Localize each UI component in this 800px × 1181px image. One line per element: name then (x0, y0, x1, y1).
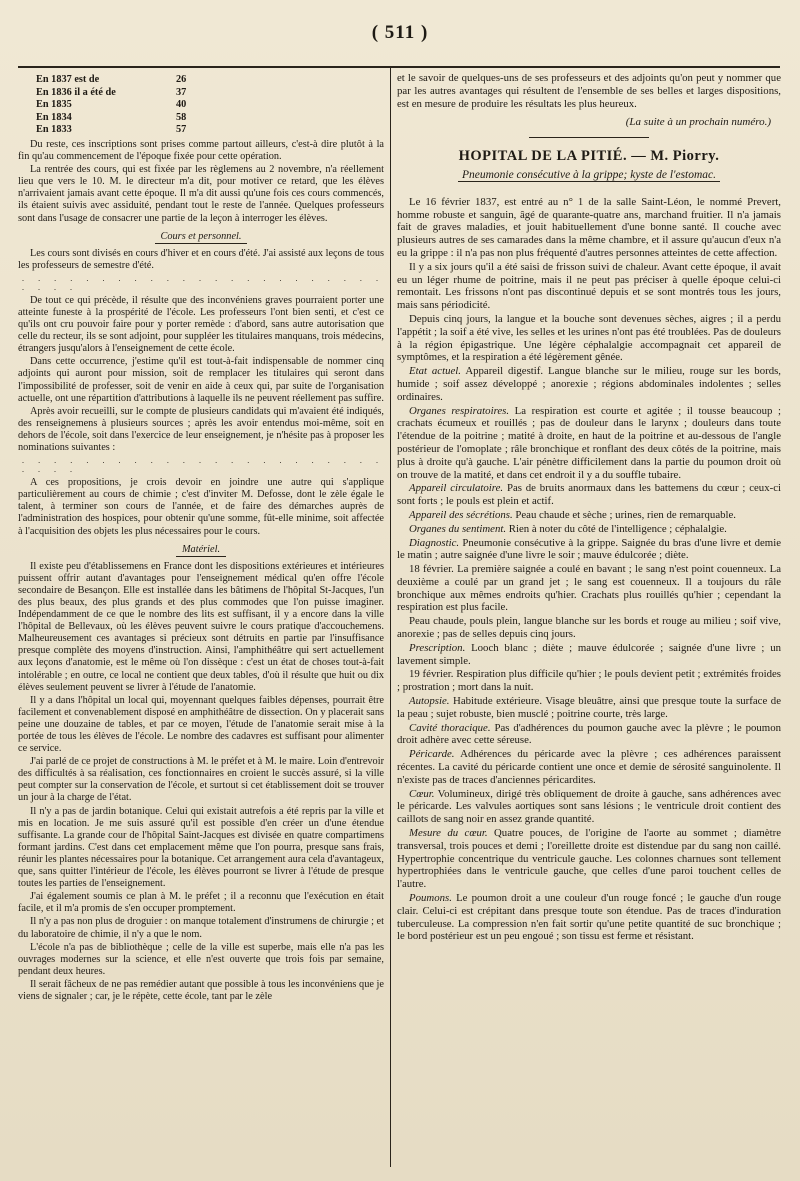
paragraph (397, 695, 781, 721)
inline-label: Diagnostic. (409, 536, 460, 549)
paragraph (397, 788, 781, 826)
section-heading-text: Matériel. (176, 544, 226, 557)
header-rule (18, 66, 780, 68)
paragraph-text: Adhérences du péricarde avec la plèvre ; ces adhérences paraissent récentes. La cavité du péricarde contient une once et demie de sérosité sanguinolente. Il n'existe pas de traces d'anciennes péricardites. (397, 748, 781, 786)
paragraph (397, 523, 781, 536)
stat-label: En 1833 (36, 124, 72, 136)
section-heading-cours (18, 231, 384, 244)
paragraph-text: Habitude extérieure. Visage bleuâtre, ainsi que presque toute la surface de la peau ; sujet robuste, bien musclé ; poitrine courte, très large. (397, 695, 781, 720)
stat-label: En 1834 (36, 111, 72, 123)
paragraph: Il n'y a pas non plus de droguier : on manque totalement d'instrumens de chirurgie ; et du laboratoire de chimie, il n'y a que le nom. (18, 916, 384, 940)
ellipsis-row: . . . . . . . . . . . . . . . . . . . . . . . . . . . (22, 456, 384, 475)
stat-row (36, 74, 384, 87)
paragraph-text: Pas d'adhérences du poumon gauche avec la plèvre ; le poumon droit adhère avec cette séreuse. (397, 721, 781, 747)
enrollment-stats (36, 74, 384, 137)
paragraph: Du reste, ces inscriptions sont prises comme partout ailleurs, c'est-à dire plutôt à la fin qu'au commencement de l'époque fixée pour cette opération. (18, 138, 384, 163)
stat-row (36, 99, 384, 112)
stat-value: 37 (176, 86, 187, 98)
stat-row (36, 124, 384, 137)
inline-label: Poumons. (409, 892, 452, 905)
paragraph-text: Pneumonie consécutive à la grippe. Saignée du bras d'une livre et demie le matin ; autre saignée d'une livre le soir ; mauve édulcorée ; diète. (397, 536, 781, 562)
paragraph: Il y a six jours qu'il a été saisi de frisson suivi de chaleur. Avant cette époque, il avait eu un léger rhume de poitrine, mais il ne peut pas préciser à quelle époque celui-ci remontait. Les frissons n'ont pas discontinué depuis et se sont montrés tous les jours, mais sans périodicité. (397, 260, 781, 312)
stat-value: 57 (176, 124, 187, 136)
paragraph-text: Le poumon droit a une couleur d'un rouge foncé ; le gauche d'un rouge clair. Celui-ci est crépitant dans presque toute son étendue. Pas de traces d'induration tuberculeuse. La compression n'en fait sortir qu'une petite quantité de suc bronchique ; le bord postérieur est un peu engoué ; son tissu est ferme et résistant. (397, 892, 781, 943)
paragraph (397, 405, 781, 482)
inline-label: Etat actuel. (409, 365, 461, 378)
paragraph: Les cours sont divisés en cours d'hiver et en cours d'été. J'ai assisté aux leçons de tous les professeurs de semestre d'été. (18, 247, 384, 271)
article-title: HOPITAL DE LA PITIÉ. — M. Piorry. (458, 148, 720, 165)
paragraph (397, 722, 781, 748)
inline-label: Péricarde. (409, 748, 455, 761)
left-column (18, 72, 384, 1167)
section-heading-materiel (18, 544, 384, 557)
paragraph-text: La respiration est courte et agitée ; il tousse beaucoup ; crachats écumeux et rouillés ; pas de douleur dans le larynx ; douleurs dans toute l'étendue de la poitrine ; matité à droite, en haut de la poitrine et au-dessous de l'angle postérieur de l'omoplate ; râle bronchique et ronflant des deux côtés de la poitrine, mais plus à droite qu'à gauche. L'air pénètre difficilement dans la partie du poumon droit où on trouve de la matité, et dans cet endroit il y a du souffle tubaire. (397, 404, 781, 481)
paragraph (397, 642, 781, 668)
paragraph (397, 892, 781, 943)
section-heading-text: Cours et personnel. (155, 231, 248, 244)
stat-label: En 1836 il a été de (36, 86, 116, 98)
paragraph: J'ai parlé de ce projet de constructions à M. le préfet et à M. le maire. Loin d'entrevoir des difficultés à sa réalisation, ces fonctionnaires en croient le succès assuré, si la ville peut compter sur la conservation de l'école, et surtout si cet établissement doit se trouver un jour à la charge de l'état. (18, 756, 384, 804)
stat-row (36, 87, 384, 100)
paragraph-text: Rien à noter du côté de l'intelligence ; céphalalgie. (508, 522, 727, 535)
inline-label: Mesure du cœur. (409, 827, 488, 840)
paragraph: Depuis cinq jours, la langue et la bouche sont devenues sèches, aigres ; il a perdu l'appétit ; la soif a été vive, les selles et les urines n'ont pas été troublées. Pas de douleurs à la région épigastrique. Une légère céphalalgie accompagnait cet appareil de symptômes, et la respiration a été légèrement gênée. (397, 312, 781, 364)
paragraph-text: Peau chaude et sèche ; urines, rien de remarquable. (515, 508, 736, 521)
stat-row (36, 112, 384, 125)
inline-label: Autopsie. (409, 695, 450, 708)
paragraph: Peau chaude, pouls plein, langue blanche sur les bords et rouge au milieu ; soif vive, anorexie ; pas de selles depuis cinq jours. (397, 615, 781, 641)
paragraph: 18 février. La première saignée a coulé en bavant ; le sang n'est point couenneux. La deuxième a coulé par un grand jet ; le sang est couenneux. Il a toujours du râle bronchique aux mêmes endroits qu'hier. Crachats plus rouillés qu'hier ; cependant la respiration est plus facile. (397, 563, 781, 614)
stat-value: 58 (176, 111, 187, 123)
paragraph-text: Looch blanc ; diète ; mauve édulcorée ; saignée d'une livre ; un lavement simple. (397, 641, 781, 667)
stat-value: 26 (176, 74, 187, 85)
article-subtitle (397, 169, 781, 182)
paragraph (397, 509, 781, 522)
stat-value: 40 (176, 99, 187, 111)
paragraph: L'école n'a pas de bibliothèque ; celle de la ville est superbe, mais elle n'a pas les ouvrages modernes sur la science, et elle n'est ouverte que trois fois par semaine, pendant deux heures. (18, 941, 384, 977)
paragraph (397, 365, 781, 403)
ellipsis-row: . . . . . . . . . . . . . . . . . . . . . . . . . . . (22, 273, 384, 292)
paragraph: et le savoir de quelques-uns de ses professeurs et des adjoints qu'on peut y nommer que par les autres avantages qui résultent de l'ensemble de ses belles et larges dispositions, est en mesure de produire les résultats les plus heureux. (397, 72, 781, 110)
inline-label: Appareil des sécrétions. (409, 508, 513, 521)
paragraph: Il serait fâcheux de ne pas remédier autant que possible à tous les inconvéniens que je viens de signaler ; car, je le répète, cette école, tant par le zèle (18, 978, 384, 1002)
article-subtitle-text: Pneumonie consécutive à la grippe; kyste de l'estomac. (458, 169, 720, 182)
paragraph-text: Appareil digestif. Langue blanche sur le milieu, rouge sur les bords, humide ; soif assez développé ; anorexie ; régions abdominales indolentes ; selles ordinaires. (397, 365, 781, 403)
stat-label: En 1835 (36, 99, 72, 111)
stat-label: En 1837 est de (36, 74, 100, 85)
column-divider (390, 68, 391, 1167)
paragraph: Il y a dans l'hôpital un local qui, moyennant quelques faibles dépenses, pourrait être facilement et convenablement disposé en amphithéâtre de dissection. On y placerait sans peine une douzaine de tables, et par ce moyen, l'étude de l'anatomie serait mise à la portée de tous les élèves de l'école. Le nombre des cadavres est suffisant pour alimenter ce service. (18, 694, 384, 755)
paragraph: Il existe peu d'établissemens en France dont les dispositions extérieures et intérieures puissent offrir autant d'avantages pour l'enseignement médical qu'en offre l'école secondaire de Besançon. Elle est installée dans les bâtimens de l'hôpital St-Jacques, l'un des plus beaux, des plus grands et des plus commodes que l'on puisse imaginer. Indépendamment de ce que le nombre des lits est suffisant, il y a encore dans la ville l'hôpital de Bellevaux, où les élèves peuvent suivre le cours pratique d'accouchemens. Malheureusement ces avantages si précieux sont détruits en partie par l'insuffisance presque complète des moyens d'instruction. Ainsi, l'amphithéâtre qui sert actuellement aux leçons d'anatomie, est le même où l'on dissèque : c'est un état de choses tout-à-fait intolérable ; en outre, ce local ne contient que deux tables, d'où il résulte que huit ou dix élèves seulement peuvent se livrer à l'étude de l'anatomie. (18, 560, 384, 693)
paragraph (397, 827, 781, 891)
inline-label: Appareil circulatoire. (409, 482, 504, 495)
right-column (397, 72, 781, 1167)
inline-label: Organes respiratoires. (409, 404, 510, 417)
paragraph: Après avoir recueilli, sur le compte de plusieurs candidats qui m'avaient été indiqués, des renseignemens à plusieurs sources ; après les avoir entendus moi-même, soit en dehors de l'école, soit dans l'exercice de leur enseignement, je n'hésite pas à proposer les nominations suivantes : (18, 405, 384, 454)
paragraph: Le 16 février 1837, est entré au n° 1 de la salle Saint-Léon, le nommé Prevert, homme robuste et sanguin, âgé de quarante-quatre ans, marchand fruitier. Il n'a jamais fait de graves maladies, et jouit habituellement d'une bonne santé. Il couche avec plusieurs autres de ses camarades dans la même chambre, et il assure qu'aucun d'eux n'a eu la grippe : il n'a pas non plus fréquenté d'autres personnes atteintes de cette affection. (397, 195, 781, 259)
page-number: ( 511 ) (371, 22, 429, 43)
paragraph-text: Quatre pouces, de l'origine de l'aorte au sommet ; diamètre transversal, trois pouces et demi ; l'oreillette droite est distendue par du sang non caillé. Hypertrophie concentrique du ventricule gauche. Les colonnes charnues sont tellement hypertrophiées dans le ventricule gauche, que celles d'une paroi touchent celles de l'autre. (397, 827, 781, 891)
paragraph: 19 février. Respiration plus difficile qu'hier ; le pouls devient petit ; extrémités froides ; prostration ; mort dans la nuit. (397, 668, 781, 694)
inline-label: Organes du sentiment. (409, 522, 507, 535)
paragraph: De tout ce qui précède, il résulte que des inconvéniens graves pourraient porter une atteinte funeste à la prospérité de l'école. Les professeurs l'ont bien senti, et c'est ce qu'ils ont cru pouvoir faire pour y porter remède : d'abord, sans autre autorisation que celle du recteur, ils se sont adjoint, pour suppléer les titulaires manquans, trois médecins, étrangers jusqu'alors à l'enseignement de cette école. (18, 294, 384, 355)
paragraph-text: Pas de bruits anormaux dans les battemens du cœur ; ceux-ci sont forts ; le pouls est plein et actif. (397, 482, 781, 508)
to-be-continued: (La suite à un prochain numéro.) (625, 116, 771, 129)
section-rule (529, 137, 649, 138)
paragraph (397, 482, 781, 508)
paragraph: J'ai également soumis ce plan à M. le préfet ; il a reconnu que l'exécution en était facile, et il m'a promis de s'en occuper promptement. (18, 891, 384, 915)
inline-label: Cœur. (409, 787, 435, 800)
inline-label: Prescription. (409, 641, 466, 654)
paragraph-text: Volumineux, dirigé très obliquement de droite à gauche, sans adhérences avec le péricarde. Les valvules aortiques sont sans lésions ; le ventricule droit contient des caillots de sang noir en assez grande quantité. (397, 787, 781, 826)
inline-label: Cavité thoracique. (409, 721, 491, 734)
paragraph (397, 748, 781, 786)
paragraph: La rentrée des cours, qui est fixée par les règlemens au 2 novembre, n'a réellement lieu que vers le 10. M. le directeur m'a dit, pour motiver ce retard, que les élèves n'arrivaient jamais avant cette époque. Il m'a dit aussi qu'une fois ces cours commencés, ils étaient suivis avec assiduité, pendant tout le reste de l'année. Quelques professeurs sont dans l'usage de consacrer une partie de la leçon à interroger les élèves. (18, 164, 384, 224)
paragraph (397, 537, 781, 563)
paragraph: Dans cette occurrence, j'estime qu'il est tout-à-fait indispensable de nommer cinq adjoints qui auront pour mission, soit de remplacer les titulaires qui seront dans l'impossibilité de professer, soit de venir en aide à ceux qui, par suite de l'organisation actuelle, ont une répartition d'attributions à laquelle ils ne peuvent réellement pas suffire. (18, 356, 384, 404)
paragraph: A ces propositions, je crois devoir en joindre une autre qui s'applique particulièrement au cours de chimie ; c'est d'inviter M. Defosse, dont le zèle égale le talent, à terminer son cours de l'année, et de faire des démarches auprès de l'administration des hospices, pour obtenir qu'une somme, fût-elle minime, soit affectée à l'acquisition des objets les plus nécessaires pour le cours. (18, 477, 384, 537)
paragraph: Il n'y a pas de jardin botanique. Celui qui existait autrefois a été repris par la ville et mis en location. Je me suis assuré qu'il est possible d'en créer un d'une étendue suffisante. La grande cour de l'hôpital Saint-Jacques est divisée en quatre compartimens formant jardins. C'est dans cet emplacement même que l'on pourra, presque sans frais, réunir les plantes nécessaires pour la botanique. Cet arrangement aura cela d'avantageux, que, sans quitter l'intérieur de l'école, les élèves pourront se livrer à l'étude de presque toutes les parties de l'enseignement. (18, 805, 384, 890)
